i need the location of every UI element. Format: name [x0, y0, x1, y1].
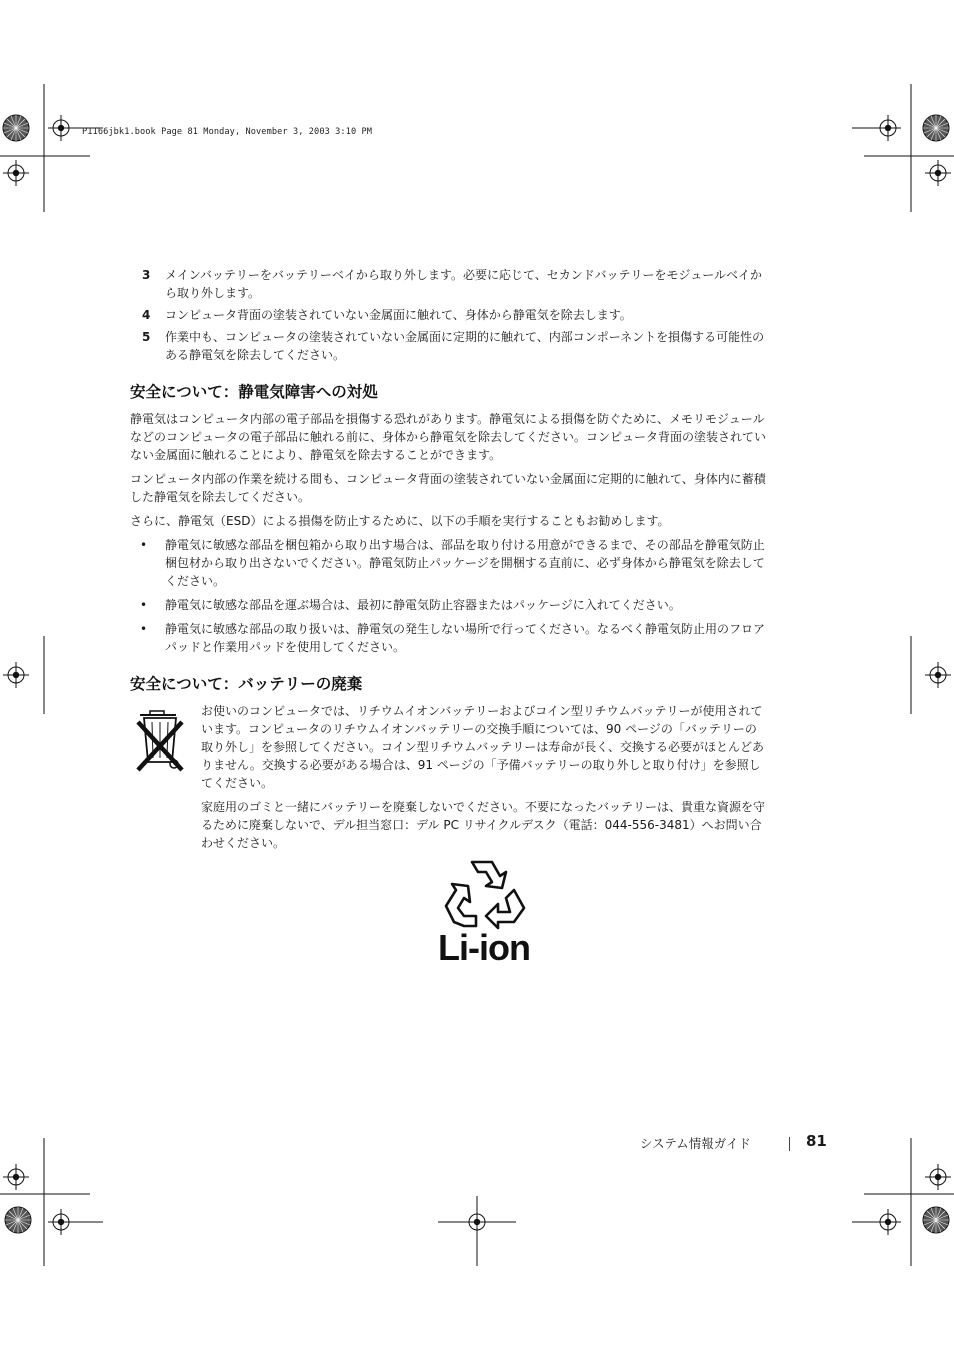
battery-paragraph: お使いのコンピュータでは、リチウムイオンバッテリーおよびコイン型リチウムバッテリーが使用されています。コンピュータのリチウムイオンバッテリーの交換手順については、90 ページの「バッテリーの取り外し」を参照してください。コイン型リチウムバッテリーは寿命が長く、交換する必要がほとんどありません。交換する必要がある場合は、91 ページの「予備バッテリーの取り外しと取り付け」を参照してください。 [201, 704, 765, 790]
step-text: 作業中も、コンピュータの塗装されていない金属面に定期的に触れて、内部コンポーネントを損傷する可能性のある静電気を除去してください。 [165, 330, 765, 362]
step-item [130, 328, 766, 364]
esd-bullet [130, 620, 766, 656]
bullet-text: 静電気に敏感な部品を運ぶ場合は、最初に静電気防止容器またはパッケージに入れてください。 [165, 598, 681, 612]
step-item [130, 266, 766, 302]
bullet-text: 静電気に敏感な部品を梱包箱から取り出す場合は、部品を取り付ける用意ができるまで、その部品を静電気防止梱包材から取り出さないでください。静電気防止パッケージを開梱する直前に、必ず身体から静電気を除去してください。 [165, 538, 765, 588]
esd-paragraph: さらに、静電気（ESD）による損傷を防止するために、以下の手順を実行することもお勧めします。 [130, 514, 670, 528]
book-slug: P1166jbk1.book Page 81 Monday, November 3, 2003 3:10 PM [82, 127, 373, 137]
footer-guide-title: システム情報ガイド [640, 1136, 751, 1151]
esd-paragraph: 静電気はコンピュータ内部の電子部品を損傷する恐れがあります。静電気による損傷を防ぐために、メモリモジュールなどのコンピュータの電子部品に触れる前に、身体から静電気を除去してください。コンピュータ背面の塗装されていない金属面に触れることにより、静電気を除去することができます。 [130, 412, 767, 462]
recycle-li-ion-logo [434, 856, 534, 968]
step-number: 5 [142, 330, 151, 344]
crossed-bin-icon [136, 706, 184, 772]
step-number: 4 [142, 308, 151, 322]
esd-bullet [130, 536, 766, 590]
footer-separator [789, 1137, 790, 1151]
li-ion-label: Li-ion [438, 927, 530, 968]
page-number: 81 [806, 1132, 827, 1150]
step-item [130, 306, 766, 324]
step-text: メインバッテリーをバッテリーベイから取り外します。必要に応じて、セカンドバッテリーをモジュールベイから取り外します。 [165, 268, 763, 300]
battery-heading: 安全について：バッテリーの廃棄 [130, 675, 363, 693]
bullet-marker: • [140, 598, 148, 612]
battery-disposal-block [130, 702, 766, 852]
step-number: 3 [142, 268, 151, 282]
battery-paragraph: 家庭用のゴミと一緒にバッテリーを廃棄しないでください。不要になったバッテリーは、貴重な資源を守るために廃棄しないで、デル担当窓口：デル PC リサイクルデスク（電話：044-556-3481）へお問い合わせください。 [201, 800, 766, 850]
recycle-arrows-icon [446, 862, 524, 928]
esd-heading: 安全について：静電気障害への対処 [130, 383, 378, 401]
bullet-text: 静電気に敏感な部品の取り扱いは、静電気の発生しない場所で行ってください。なるべく静電気防止用のフロアパッドと作業用パッドを使用してください。 [165, 622, 766, 654]
bullet-marker: • [140, 622, 148, 636]
step-text: コンピュータ背面の塗装されていない金属面に触れて、身体から静電気を除去します。 [165, 308, 632, 322]
esd-paragraph: コンピュータ内部の作業を続ける間も、コンピュータ背面の塗装されていない金属面に定期的に触れて、身体内に蓄積した静電気を除去してください。 [130, 472, 766, 504]
esd-bullet [130, 596, 766, 614]
bullet-marker: • [140, 538, 148, 552]
main-content [130, 266, 766, 858]
